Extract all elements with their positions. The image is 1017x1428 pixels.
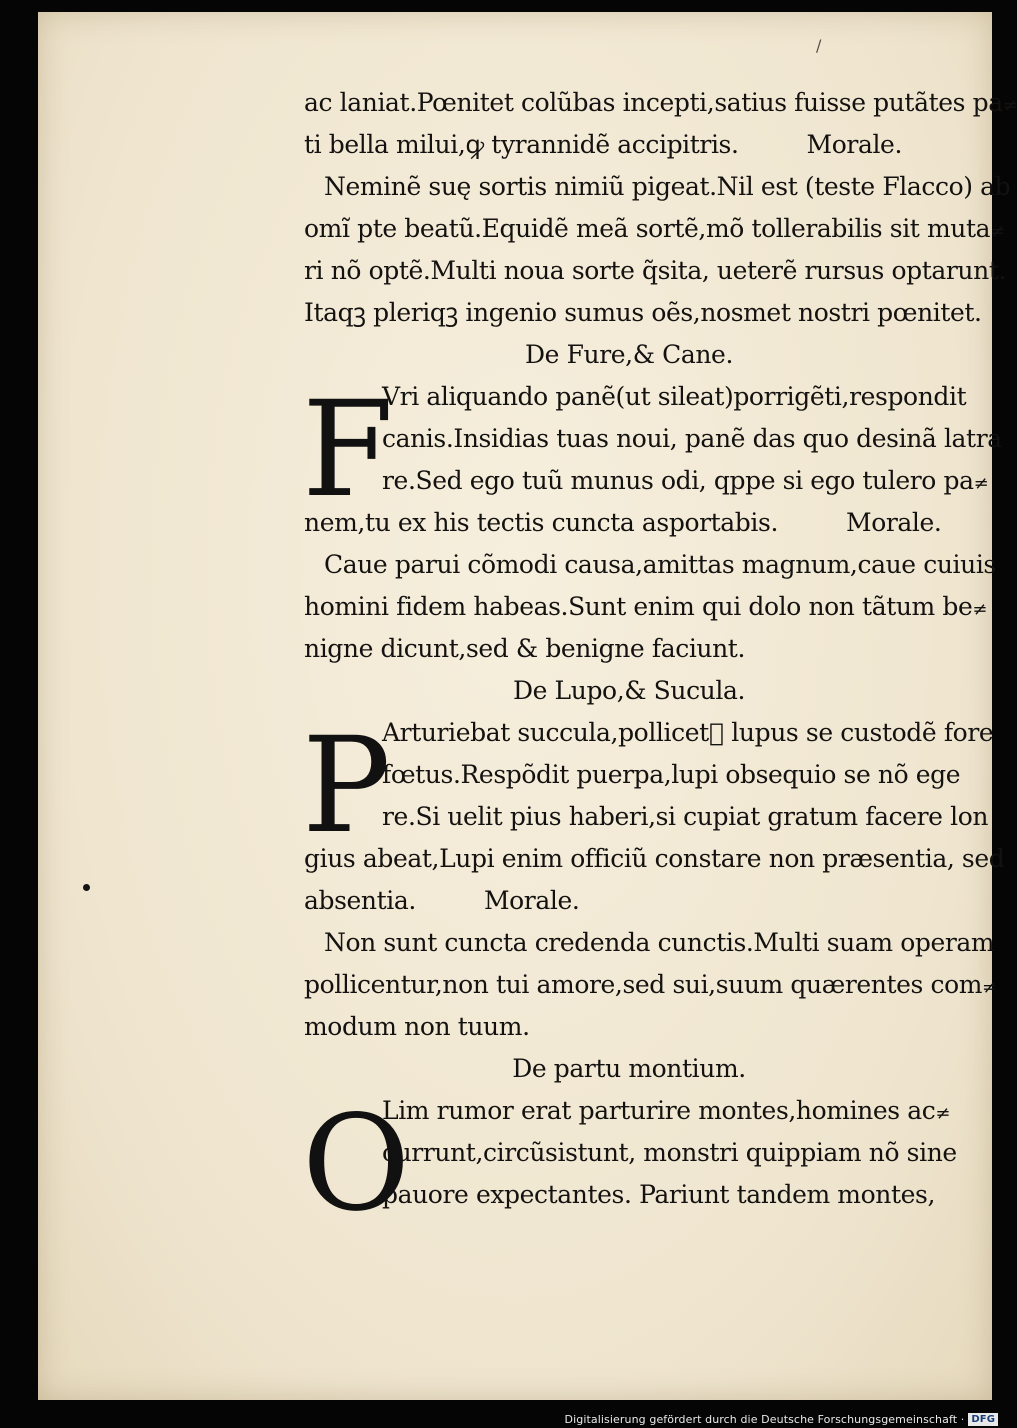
text-line: [304, 460, 994, 502]
text-line: [304, 82, 1017, 124]
line-text: ri nõ optẽ.Multi noua sorte q̃sita, ueterẽ rursus optarunt.: [304, 256, 1007, 285]
hyphen-mark: ≠: [973, 473, 989, 494]
line-text: Itaqꝫ pleriqꝫ ingenio sumus oẽs,nosmet nostri pœnitet.: [304, 298, 982, 327]
margin-dot: [83, 884, 90, 891]
page-mark-top: /: [816, 36, 822, 55]
line-text: canis.Insidias tuas noui, panẽ das quo desinã latra: [382, 424, 1002, 453]
line-text: Neminẽ suę sortis nimiũ pigeat.Nil est (teste Flacco) ab: [324, 172, 1011, 201]
text-line: [304, 250, 1007, 292]
text-line: [304, 544, 994, 586]
fable-title: De partu montium.: [512, 1054, 746, 1083]
digitization-credit: [565, 1413, 998, 1426]
fable-body: [302, 1087, 994, 1241]
line-text: nem,tu ex his tectis cuncta asportabis.: [304, 508, 778, 537]
morale-label: Morale.: [483, 886, 580, 915]
text-line: [304, 376, 994, 418]
fable-body: [302, 709, 1005, 922]
text-line: [304, 922, 994, 964]
morale-label: Morale.: [806, 130, 902, 159]
line-text: ac laniat.Pœnitet colũbas incepti,satius fuisse putãtes pa: [304, 88, 1003, 117]
line-text: Vri aliquando panẽ(ut sileat)porrigẽti,respondit: [382, 382, 967, 411]
drop-capital: F: [302, 373, 394, 527]
hyphen-mark: ≠: [982, 977, 997, 998]
text-line: [304, 712, 994, 754]
hyphen-mark: ≠: [990, 221, 1005, 242]
dfg-logo: DFG: [968, 1413, 998, 1426]
line-text: pollicentur,non tui amore,sed sui,suum quærentes com: [304, 970, 983, 999]
text-line: [304, 838, 1005, 880]
line-text: modum non tuum.: [304, 1012, 530, 1041]
line-text: Non sunt cuncta credenda cunctis.Multi suam operam: [324, 928, 995, 957]
line-text: pauore expectantes. Pariunt tandem montes,: [382, 1180, 935, 1209]
text-line: [304, 964, 997, 1006]
line-text: nigne dicunt,sed & benigne faciunt.: [304, 634, 746, 663]
line-text: Lim rumor erat parturire montes,homines ac: [382, 1096, 936, 1125]
line-text: re.Sed ego tuũ munus odi, qppe si ego tulero pa: [382, 466, 974, 495]
text-line: [304, 418, 1002, 460]
line-text: re.Si uelit pius haberi,si cupiat gratum facere lon: [382, 802, 989, 831]
text-line: [304, 208, 1005, 250]
credit-text: Digitalisierung gefördert durch die Deutsche Forschungsgemeinschaft ·: [564, 1413, 965, 1426]
drop-capital: O: [302, 1087, 410, 1241]
fable-title: De Lupo,& Sucula.: [512, 676, 746, 705]
line-text: Caue parui cõmodi causa,amittas magnum,caue cuiuis: [324, 550, 996, 579]
text-line: [304, 754, 994, 796]
line-text: currunt,circũsistunt, monstri quippiam nõ sine: [382, 1138, 957, 1167]
text-line: [304, 586, 994, 628]
text-line: [304, 1006, 994, 1048]
text-line: [304, 502, 994, 544]
hyphen-mark: ≠: [972, 599, 988, 620]
line-text: omĩ pte beatũ.Equidẽ meã sortẽ,mõ tollerabilis sit muta: [304, 214, 991, 243]
line-text: absentia.: [304, 886, 416, 915]
line-text: gius abeat,Lupi enim officiũ constare non præsentia, sed: [304, 844, 1005, 873]
drop-capital: P: [302, 709, 391, 863]
text-line: [304, 880, 994, 922]
text-line: [304, 166, 1011, 208]
line-text: ti bella milui,ꝙ tyrannidẽ accipitris.: [304, 130, 739, 159]
hyphen-mark: ≠: [935, 1103, 951, 1124]
page-text: [302, 82, 1017, 1241]
fable-body: [302, 373, 1002, 544]
line-text: fœtus.Respõdit puerpa,lupi obsequio se nõ ege: [382, 760, 961, 789]
text-line: [304, 628, 994, 670]
line-text: homini fidem habeas.Sunt enim qui dolo non tãtum be: [304, 592, 973, 621]
text-line: [304, 124, 994, 166]
hyphen-mark: ≠: [1002, 95, 1017, 116]
line-text: Arturiebat succula,pollicetᷣ lupus se custodẽ fore: [382, 718, 994, 747]
book-page: [38, 12, 1017, 1400]
fable-title: De Fure,& Cane.: [524, 340, 733, 369]
text-line: [304, 796, 994, 838]
morale-label: Morale.: [846, 508, 942, 537]
text-line: [304, 292, 994, 334]
